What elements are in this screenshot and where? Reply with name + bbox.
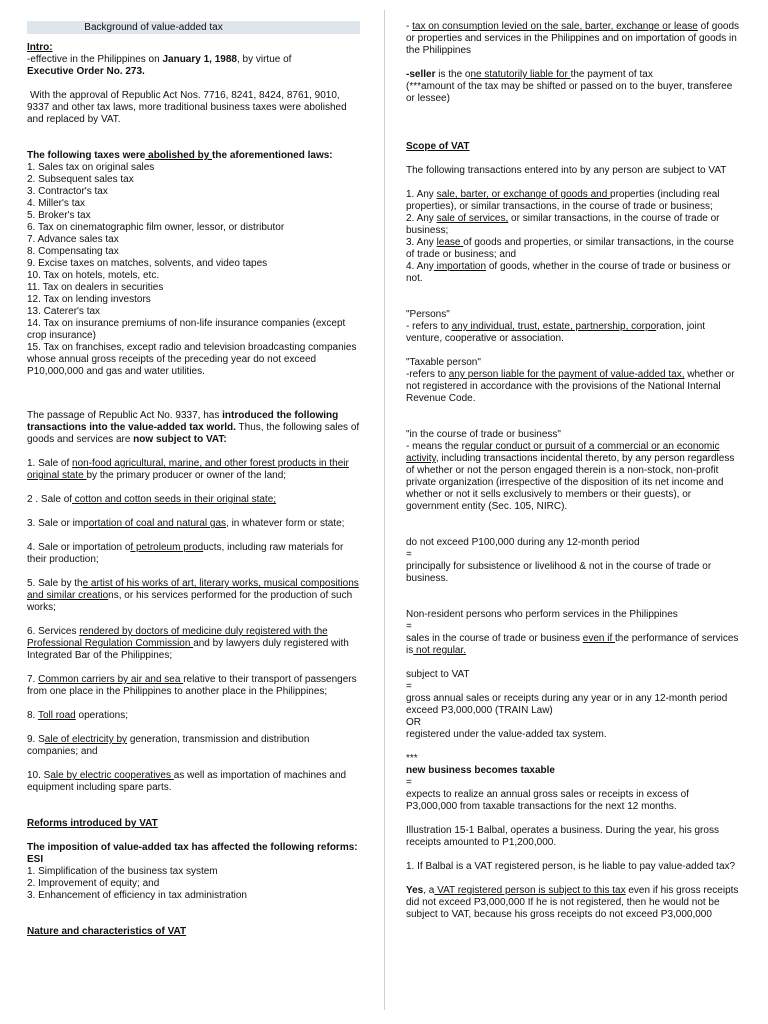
scope-heading: Scope of VAT [406, 141, 470, 152]
right-column [406, 18, 740, 921]
column-divider [384, 10, 385, 1010]
intro-heading: Intro: [27, 42, 53, 53]
sale-item-10: 10. Sale by electric cooperatives as well as importation of machines and equipment including spare parts. [27, 770, 347, 793]
consumption-tax-def: - tax on consumption levied on the sale, barter, exchange or lease of goods or properties and services in the Philippines and on importation of goods in the Philippines [406, 21, 740, 56]
equals-sign: = [406, 777, 412, 788]
registered-text: registered under the value-added tax system. [406, 729, 607, 740]
abolished-tax-item: 10. Tax on hotels, motels, etc. [27, 270, 160, 281]
abolished-tax-item: 1. Sales tax on original sales [27, 162, 155, 173]
scope-intro: The following transactions entered into by any person are subject to VAT [406, 165, 727, 176]
taxable-person-def: -refers to any person liable for the payment of value-added tax, whether or not registered in accordance with the provisions of the National Internal Revenue Code. [406, 369, 735, 404]
abolished-tax-item: 5. Broker's tax [27, 210, 91, 221]
reforms-list [27, 866, 360, 902]
nature-heading: Nature and characteristics of VAT [27, 926, 187, 937]
abolished-tax-item: 8. Compensating tax [27, 246, 119, 257]
page-title [27, 21, 360, 34]
abolished-tax-item: 15. Tax on franchises, except radio and television broadcasting companies whose annual gross receipts of the preceding year do not exceed P10,000,000 and gas and water utilities. [27, 342, 357, 377]
equals-sign: = [406, 549, 412, 560]
abolished-heading: The following taxes were abolished by the aforementioned laws: [27, 150, 333, 161]
abolished-taxes-list [27, 162, 360, 378]
reform-item: 1. Simplification of the business tax system [27, 866, 218, 877]
abolished-tax-item: 7. Advance sales tax [27, 234, 119, 245]
reform-item: 2. Improvement of equity; and [27, 878, 160, 889]
reforms-heading: Reforms introduced by VAT [27, 818, 158, 829]
reform-item: 3. Enhancement of efficiency in tax administration [27, 890, 247, 901]
sale-item-8: 8. Toll road operations; [27, 710, 129, 721]
illustration: Illustration 15-1 Balbal, operates a business. During the year, his gross receipts amounted to P1,200,000. [406, 825, 719, 848]
stars: *** [406, 753, 418, 764]
left-column [27, 18, 360, 938]
course-of-trade-term: "in the course of trade or business" [406, 429, 561, 440]
sale-item-7: 7. Common carriers by air and sea relative to their transport of passengers from one place in the Philippines to another place in the Philippines; [27, 674, 357, 697]
abolished-tax-item: 11. Tax on dealers in securities [27, 282, 164, 293]
scope-item-4: 4. Any importation of goods, whether in the course of trade or business or not. [406, 261, 731, 284]
sale-item-2: 2 . Sale of cotton and cotton seeds in their original state; [27, 494, 277, 505]
sale-item-4: 4. Sale or importation of petroleum products, including raw materials for their production; [27, 542, 344, 565]
abolished-tax-item: 14. Tax on insurance premiums of non-life insurance companies (except crop insurance) [27, 318, 346, 341]
new-business-heading: new business becomes taxable [406, 765, 555, 776]
abolished-tax-item: 4. Miller's tax [27, 198, 86, 209]
nonresident-rule: sales in the course of trade or business even if the performance of services is not regular. [406, 633, 739, 656]
passage-paragraph: The passage of Republic Act No. 9337, has introduced the following transactions into the value-added tax world. Thus, the following sales of goods and services are now subject to VAT: [27, 410, 360, 445]
equals-sign: = [406, 621, 412, 632]
sale-item-1: 1. Sale of non-food agricultural, marine, and other forest products in their original state by the primary producer or owner of the land; [27, 458, 349, 481]
scope-item-2: 2. Any sale of services, or similar transactions, in the course of trade or business; [406, 213, 720, 236]
abolished-tax-item: 2. Subsequent sales tax [27, 174, 134, 185]
question-1: 1. If Balbal is a VAT registered person, is he liable to pay value-added tax? [406, 861, 736, 872]
sale-item-5: 5. Sale by the artist of his works of art, literary works, musical compositions and similar creations, or his services performed for the production of such works; [27, 578, 359, 613]
subject-to-vat: subject to VAT [406, 669, 470, 680]
course-of-trade-def: - means the regular conduct or pursuit of a commercial or an economic activity, including transactions incidental thereto, by any person regardless of whether or not the person engaged therein is a non-stock, non-profit private organization (irrespective of the disposition of its net income and whether or not it sells exclusively to members or their guests), or government entity (Sec. 105, NIRC). [406, 441, 735, 512]
sale-item-6: 6. Services rendered by doctors of medicine duly registered with the Professional Regulation Commission and by lawyers duly registered with Integrated Bar of the Philippines; [27, 626, 349, 661]
sale-item-3: 3. Sale or importation of coal and natural gas, in whatever form or state; [27, 518, 345, 529]
reforms-intro: The imposition of value-added tax has affected the following reforms: ESI [27, 842, 358, 865]
page-title-text: Background of value-added tax [84, 22, 223, 33]
threshold-3m: gross annual sales or receipts during any year or in any 12-month period exceed P3,000,000 (TRAIN Law) [406, 693, 728, 716]
nonresident-text: Non-resident persons who perform services in the Philippines [406, 609, 678, 620]
persons-def: - refers to any individual, trust, estate, partnership, corporation, joint venture, cooperative or association. [406, 321, 706, 344]
persons-term: "Persons" [406, 309, 450, 320]
approval-paragraph: With the approval of Republic Act Nos. 7716, 8241, 8424, 8761, 9010, 9337 and other tax laws, more traditional business taxes were abolished and replaced by VAT. [27, 90, 347, 125]
equals-sign: = [406, 681, 412, 692]
abolished-tax-item: 12. Tax on lending investors [27, 294, 151, 305]
intro-text: -effective in the Philippines on January 1, 1988, by virtue of Executive Order No. 273. [27, 54, 292, 77]
expects-text: expects to realize an annual gross sales or receipts in excess of P3,000,000 from taxable transactions for the next 12 months. [406, 789, 689, 812]
abolished-tax-item: 6. Tax on cinematographic film owner, lessor, or distributor [27, 222, 285, 233]
scope-item-3: 3. Any lease of goods and properties, or similar transactions, in the course of trade or business; and [406, 237, 734, 260]
subsistence-text: principally for subsistence or livelihood & not in the course of trade or business. [406, 561, 712, 584]
sale-item-9: 9. Sale of electricity by generation, transmission and distribution companies; and [27, 734, 310, 757]
scope-item-1: 1. Any sale, barter, or exchange of goods and properties (including real properties), or similar transactions, in the course of trade or business; [406, 189, 720, 212]
abolished-tax-item: 13. Caterer's tax [27, 306, 101, 317]
answer-1: Yes, a VAT registered person is subject to this tax even if his gross receipts did not exceed P3,000,000 If he is not registered, then he would not be subject to VAT, because his gross receipts do not exceed P3,000,000 [406, 885, 739, 920]
threshold-100k: do not exceed P100,000 during any 12-month period [406, 537, 640, 548]
abolished-tax-item: 3. Contractor's tax [27, 186, 108, 197]
or-text: OR [406, 717, 421, 728]
seller-def: -seller is the one statutorily liable for the payment of tax (***amount of the tax may be shifted or passed on to the buyer, transferee or lessee) [406, 69, 733, 104]
abolished-tax-item: 9. Excise taxes on matches, solvents, and video tapes [27, 258, 268, 269]
taxable-person-term: "Taxable person" [406, 357, 481, 368]
